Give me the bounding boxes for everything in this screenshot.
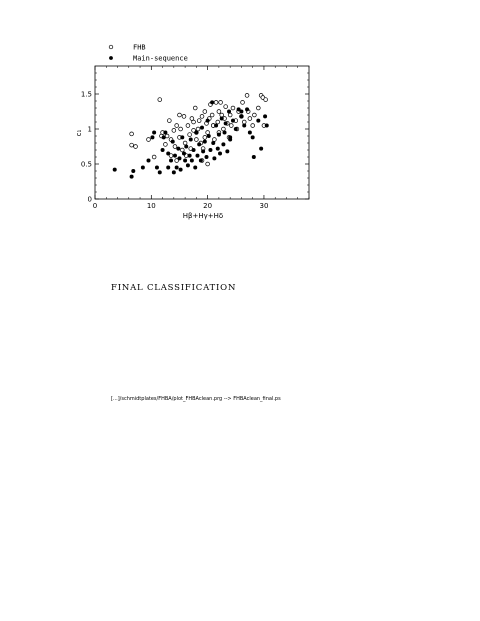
- fhb-point: [193, 106, 197, 110]
- fhb-point: [203, 136, 207, 140]
- fhb-point: [217, 110, 221, 114]
- main-sequence-point: [211, 141, 215, 145]
- main-sequence-point: [169, 159, 173, 163]
- main-sequence-point: [172, 170, 176, 174]
- fhb-point: [130, 132, 134, 136]
- main-sequence-point: [223, 131, 227, 135]
- main-sequence-point: [141, 166, 145, 170]
- x-tick-label: 0: [92, 202, 98, 210]
- x-tick-label: 30: [259, 202, 269, 210]
- main-sequence-point: [189, 138, 193, 142]
- main-sequence-point: [228, 135, 232, 139]
- main-sequence-point: [234, 127, 238, 131]
- fhb-point: [147, 138, 151, 142]
- y-tick-label: 0.5: [80, 160, 92, 169]
- main-sequence-point: [195, 154, 199, 158]
- fhb-point: [196, 127, 200, 131]
- main-sequence-point: [227, 110, 231, 114]
- legend-marker-fhb: [109, 45, 113, 49]
- legend-label-main-sequence: Main-sequence: [133, 54, 188, 63]
- fhb-point: [158, 98, 162, 102]
- axis-ticks: [95, 66, 309, 199]
- main-sequence-point: [184, 145, 188, 149]
- y-tick-label: 1: [87, 125, 92, 134]
- main-sequence-point: [192, 148, 196, 152]
- main-sequence-point: [263, 114, 267, 118]
- plot-frame: [95, 66, 309, 199]
- fhb-point: [179, 127, 183, 131]
- main-sequence-point: [161, 148, 165, 152]
- main-sequence-point: [224, 121, 228, 125]
- fhb-point: [188, 133, 192, 137]
- main-sequence-point: [171, 140, 175, 144]
- main-sequence-point: [217, 133, 221, 137]
- fhb-point: [206, 131, 210, 135]
- main-sequence-point: [152, 131, 156, 135]
- main-sequence-point: [175, 166, 179, 170]
- main-sequence-point: [199, 159, 203, 163]
- main-sequence-point: [220, 117, 224, 121]
- y-tick-label: 1.5: [80, 90, 92, 99]
- fhb-point: [134, 145, 138, 149]
- fhb-point: [224, 105, 228, 109]
- main-sequence-point: [200, 126, 204, 130]
- main-sequence-point: [231, 119, 235, 123]
- fhb-point: [152, 155, 156, 159]
- data-points: [113, 94, 269, 179]
- main-sequence-point: [166, 166, 170, 170]
- main-sequence-point: [259, 147, 263, 151]
- main-sequence-point: [155, 166, 159, 170]
- main-sequence-point: [205, 155, 209, 159]
- fhb-point: [212, 138, 216, 142]
- fhb-point: [248, 117, 252, 121]
- fhb-point: [182, 115, 186, 119]
- main-sequence-point: [176, 147, 180, 151]
- fhb-point: [192, 120, 196, 124]
- fhb-point: [251, 124, 255, 128]
- main-sequence-point: [113, 168, 117, 172]
- main-sequence-point: [225, 149, 229, 153]
- fhb-point: [228, 113, 232, 117]
- fhb-point: [167, 119, 171, 123]
- legend-marker-main-sequence: [109, 56, 113, 60]
- fhb-point: [165, 134, 169, 138]
- fhb-point: [178, 113, 182, 117]
- main-sequence-point: [166, 152, 170, 156]
- main-sequence-point: [252, 155, 256, 159]
- fhb-point: [173, 145, 177, 149]
- main-sequence-point: [245, 107, 249, 111]
- fhb-point: [241, 101, 245, 105]
- main-sequence-point: [212, 156, 216, 160]
- main-sequence-point: [179, 168, 183, 172]
- main-sequence-point: [248, 131, 252, 135]
- main-sequence-point: [265, 124, 269, 128]
- main-sequence-point: [201, 149, 205, 153]
- x-tick-label: 20: [203, 202, 213, 210]
- main-sequence-point: [162, 135, 166, 139]
- fhb-point: [194, 138, 198, 142]
- main-sequence-point: [242, 124, 246, 128]
- main-sequence-point: [251, 135, 255, 139]
- main-sequence-point: [239, 114, 243, 118]
- fhb-point: [163, 143, 167, 147]
- main-sequence-point: [216, 147, 220, 151]
- main-sequence-point: [203, 140, 207, 144]
- fhb-point: [186, 124, 190, 128]
- main-sequence-point: [173, 154, 177, 158]
- y-tick-label: 0: [87, 195, 92, 204]
- main-sequence-point: [186, 163, 190, 167]
- x-axis-label: Hβ+Hγ+Hδ: [182, 212, 224, 220]
- main-sequence-point: [194, 131, 198, 135]
- main-sequence-point: [188, 154, 192, 158]
- main-sequence-point: [207, 134, 211, 138]
- fhb-point: [220, 113, 224, 117]
- main-sequence-point: [177, 156, 181, 160]
- fhb-point: [252, 113, 256, 117]
- main-sequence-point: [131, 169, 135, 173]
- fhb-point: [200, 115, 204, 119]
- main-sequence-point: [221, 142, 225, 146]
- fhb-point: [175, 124, 179, 128]
- fhb-point: [203, 110, 207, 114]
- fhb-point: [172, 129, 176, 133]
- fhb-point: [197, 119, 201, 123]
- fhb-point: [242, 120, 246, 124]
- fhb-point: [216, 120, 220, 124]
- fhb-point: [222, 127, 226, 131]
- main-sequence-point: [210, 100, 214, 104]
- legend-label-fhb: FHB: [133, 43, 146, 52]
- x-tick-label: 10: [146, 202, 156, 210]
- fhb-point: [180, 148, 184, 152]
- main-sequence-point: [256, 119, 260, 123]
- main-sequence-point: [183, 159, 187, 163]
- main-sequence-point: [218, 152, 222, 156]
- y-axis-label: c₁: [75, 129, 83, 137]
- fhb-point: [206, 162, 210, 166]
- main-sequence-point: [239, 110, 243, 114]
- file-path-caption: [...]/schmidtplates/FHBA/plot_FHBAclean.prg --> FHBAclean_final.ps: [111, 396, 281, 402]
- legend: [109, 44, 188, 63]
- main-sequence-point: [130, 175, 134, 179]
- fhb-point: [219, 101, 223, 105]
- fhb-point: [256, 106, 260, 110]
- fhb-point: [231, 106, 235, 110]
- page-heading: FINAL CLASSIFICATION: [111, 283, 237, 293]
- main-sequence-point: [163, 131, 167, 135]
- main-sequence-point: [197, 142, 201, 146]
- fhb-point: [210, 113, 214, 117]
- main-sequence-point: [158, 170, 162, 174]
- main-sequence-point: [208, 148, 212, 152]
- fhb-point: [130, 143, 134, 147]
- main-sequence-point: [182, 152, 186, 156]
- main-sequence-point: [190, 159, 194, 163]
- fhb-point: [214, 101, 218, 105]
- fhb-point: [229, 124, 233, 128]
- main-sequence-point: [214, 124, 218, 128]
- main-sequence-point: [206, 119, 210, 123]
- main-sequence-point: [180, 135, 184, 139]
- main-sequence-point: [147, 159, 151, 163]
- main-sequence-point: [150, 135, 154, 139]
- fhb-point: [245, 94, 249, 98]
- main-sequence-point: [193, 166, 197, 170]
- fhb-point: [264, 98, 268, 102]
- fhb-point: [183, 141, 187, 145]
